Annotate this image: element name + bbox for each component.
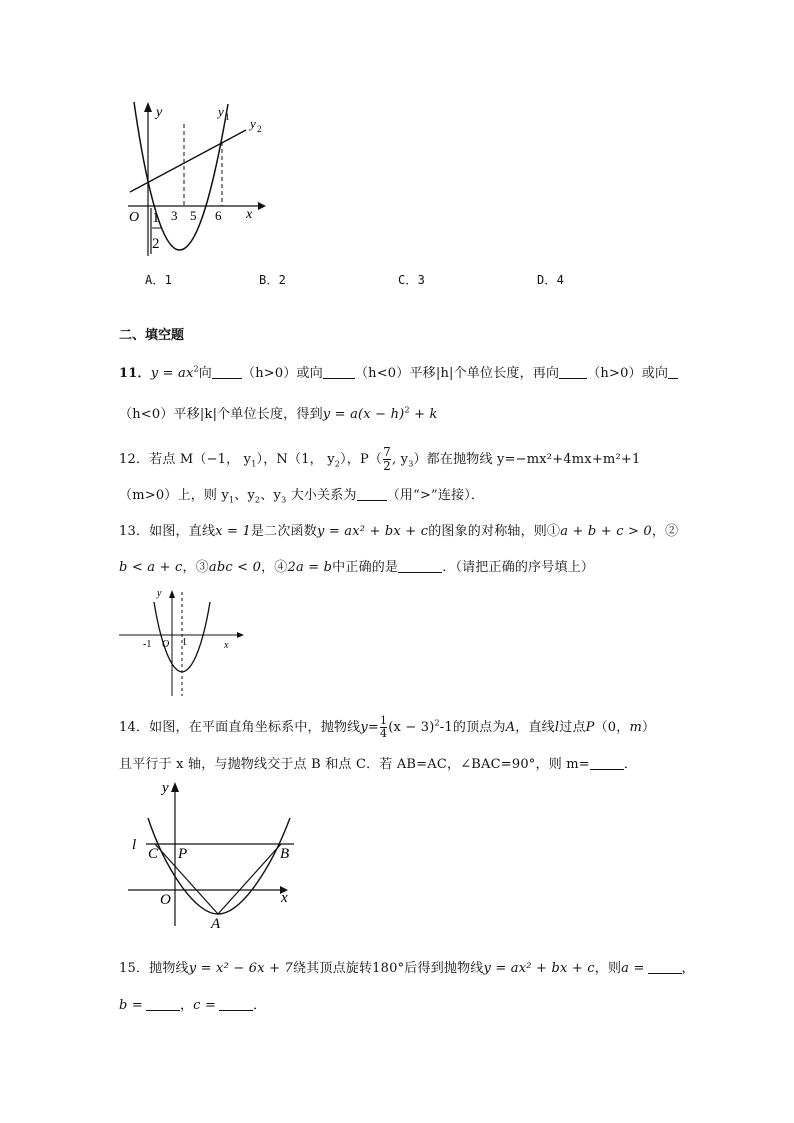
q15-comma1: ，	[681, 961, 695, 976]
q13-text-c: 的图象的对称轴，则①	[428, 524, 561, 539]
q13-text-b: 是二次函数	[250, 524, 317, 539]
q12-text-a: 12．若点 M（−1， y	[119, 452, 252, 467]
q12-sub4: 1	[228, 495, 235, 505]
q14-e3: -1	[439, 720, 453, 735]
q12-text-e: ）都在抛物线 y=−mx²+4mx+m²+1	[413, 452, 641, 467]
q13-text-a: 13．如图，直线	[119, 524, 216, 539]
q14-m: m	[629, 720, 643, 735]
q15-end: ．	[253, 998, 267, 1013]
q15-c: c =	[193, 998, 217, 1013]
q12-text-j: （用“>”连接）．	[386, 488, 485, 503]
option-c[interactable]: C．3	[398, 273, 426, 287]
q14-text-d: 过点	[559, 720, 586, 735]
question-13-line1	[119, 520, 678, 539]
q11-expr1: y = ax	[150, 366, 194, 381]
q14-P: P	[585, 720, 595, 735]
q14-A: A	[505, 720, 516, 735]
tick-1: 1	[182, 637, 187, 648]
question-15-line1	[119, 957, 695, 976]
tick-5: 5	[190, 208, 197, 223]
tick-6: 6	[215, 208, 222, 223]
q13-text-e: ，③	[182, 560, 209, 575]
b-label: B	[280, 846, 290, 862]
q13-text-h: ．（请把正确的序号填上）	[442, 560, 595, 575]
c-label: C	[148, 846, 159, 862]
question-14-line1	[119, 715, 655, 740]
q11-text-b: （h>0）或向	[242, 366, 323, 381]
q13-text-d: ，②	[651, 524, 679, 539]
q12-sub6: 3	[281, 495, 287, 505]
q13-e6: 2a = b	[287, 560, 333, 575]
p-label: P	[178, 846, 188, 862]
q14-fraction	[380, 715, 387, 740]
q15-text-a: 15．抛物线	[119, 961, 189, 976]
q11-text-d: （h>0）或向	[587, 366, 669, 381]
q13-e1: x = 1	[215, 524, 251, 539]
q15-text-b: 绕其顶点旋转180°后得到抛物线	[292, 961, 484, 976]
option-d[interactable]: D．4	[537, 273, 565, 287]
q12-text-f: （m>0）上，则 y	[119, 488, 229, 503]
q14-text-c: ，直线	[515, 720, 555, 735]
q14-frac-den: 4	[379, 727, 388, 740]
y-arrow-icon	[171, 782, 179, 792]
q11-number: 11．	[119, 366, 151, 381]
q14-e2: (x − 3)	[388, 720, 435, 735]
q14-text-e: （0，	[594, 720, 630, 735]
segment-ab	[218, 844, 281, 914]
question-14-line2	[119, 753, 637, 772]
q12-text-d: , y	[391, 452, 409, 467]
graph-q13-parabola	[115, 584, 250, 702]
tick-3: 3	[171, 208, 178, 223]
q12-sub2: 2	[334, 459, 341, 469]
y1-label: y	[218, 104, 224, 119]
option-a[interactable]: A．1	[145, 273, 173, 287]
graph-q14-parabola	[128, 776, 308, 934]
q12-text-b: ），N（1， y	[256, 452, 335, 467]
q14-sup: 2	[434, 718, 440, 728]
q11-text-a: 向	[198, 366, 212, 381]
question-12-line2	[119, 484, 484, 505]
q15-a: a =	[621, 961, 645, 976]
question-12-line1	[119, 446, 640, 473]
q14-text-h: ．	[623, 757, 638, 772]
y-arrow-icon	[144, 102, 152, 112]
q11-blank-2[interactable]	[323, 366, 355, 379]
option-b[interactable]: B．2	[259, 273, 287, 287]
q12-sub5: 2	[255, 495, 261, 505]
q13-e2: y = ax² + bx + c	[316, 524, 429, 539]
a-label: A	[211, 916, 221, 932]
x-arrow-icon	[258, 202, 266, 210]
question-11-line2	[119, 403, 438, 422]
half-numerator: 1	[152, 210, 160, 226]
x-arrow-icon	[237, 632, 244, 638]
q15-blank-a[interactable]	[648, 961, 682, 974]
q15-blank-c[interactable]	[219, 998, 253, 1011]
q12-frac-num: 7	[383, 445, 391, 459]
origin-label: O	[162, 639, 170, 650]
q12-sub1: 1	[251, 459, 257, 469]
q13-blank[interactable]	[398, 560, 442, 573]
question-15-line2	[119, 994, 266, 1013]
question-11-line1	[119, 362, 678, 381]
y-label: y	[162, 780, 169, 796]
q14-text-b: 的顶点为	[452, 720, 506, 735]
q12-fraction	[383, 446, 391, 473]
q14-text-a: 14．如图，在平面直角坐标系中，抛物线	[119, 720, 361, 735]
q13-e5: abc < 0	[208, 560, 262, 575]
x-label: x	[224, 640, 229, 651]
y-label: y	[157, 588, 162, 599]
q11-expr2: y = a(x − h)	[322, 407, 405, 422]
q14-text-f: ）	[642, 720, 656, 735]
q12-text-h: 、y	[260, 488, 282, 503]
q15-b: b =	[119, 998, 143, 1013]
q14-text-g: 且平行于 x 轴，与抛物线交于点 B 和点 C．若 AB=AC，∠BAC=90°，则 m=	[119, 757, 590, 772]
q15-text-c: ，则	[594, 961, 622, 976]
q11-text-e: （h<0）平移|k|个单位长度，得到	[119, 407, 323, 422]
y-arrow-icon	[169, 590, 175, 598]
q13-text-g: 中正确的是	[332, 560, 399, 575]
q11-expr2b: + k	[409, 407, 438, 422]
q11-text-c: （h<0）平移|h|个单位长度，再向	[354, 366, 560, 381]
q14-e1: y=	[360, 720, 379, 735]
q11-blank-3[interactable]	[559, 366, 587, 379]
q13-text-f: ，④	[261, 560, 288, 575]
origin-label: O	[129, 210, 140, 225]
q12-frac-den: 2	[383, 459, 391, 473]
q14-frac-num: 1	[379, 714, 388, 727]
x-label: x	[246, 207, 253, 222]
q13-e3: a + b + c > 0	[560, 524, 652, 539]
q11-blank-1[interactable]	[212, 366, 242, 379]
question-13-line2	[119, 556, 594, 575]
q12-text-c: ），P（	[340, 452, 383, 467]
graph-y1-y2	[118, 96, 278, 266]
q15-comma2: ，	[179, 998, 194, 1013]
half-denominator: 2	[152, 236, 160, 252]
q12-sub3: 3	[408, 459, 414, 469]
q12-blank[interactable]	[357, 488, 387, 501]
line-y2	[130, 130, 246, 192]
o-label: O	[160, 892, 171, 908]
q15-e1: y = x² − 6x + 7	[188, 961, 293, 976]
y1-sub: 1	[225, 112, 230, 122]
y2-sub: 2	[257, 124, 262, 134]
y2-label: y	[250, 116, 256, 131]
q15-e2: y = ax² + bx + c	[483, 961, 595, 976]
q14-blank[interactable]	[590, 757, 624, 770]
q11-blank-4[interactable]	[668, 366, 678, 379]
q15-blank-b[interactable]	[146, 998, 180, 1011]
l-label: l	[132, 837, 137, 853]
q11-sup1: 2	[193, 364, 199, 374]
q12-text-g: 、y	[234, 488, 256, 503]
x-label: x	[281, 890, 288, 906]
q14-l: l	[554, 720, 560, 735]
q12-text-i: 大小关系为	[286, 488, 357, 503]
section-title: 二、填空题	[119, 328, 185, 343]
q11-sup2: 2	[404, 405, 410, 415]
y-label: y	[156, 105, 163, 120]
q13-e4: b < a + c	[119, 560, 183, 575]
tick-neg1: -1	[143, 639, 152, 650]
